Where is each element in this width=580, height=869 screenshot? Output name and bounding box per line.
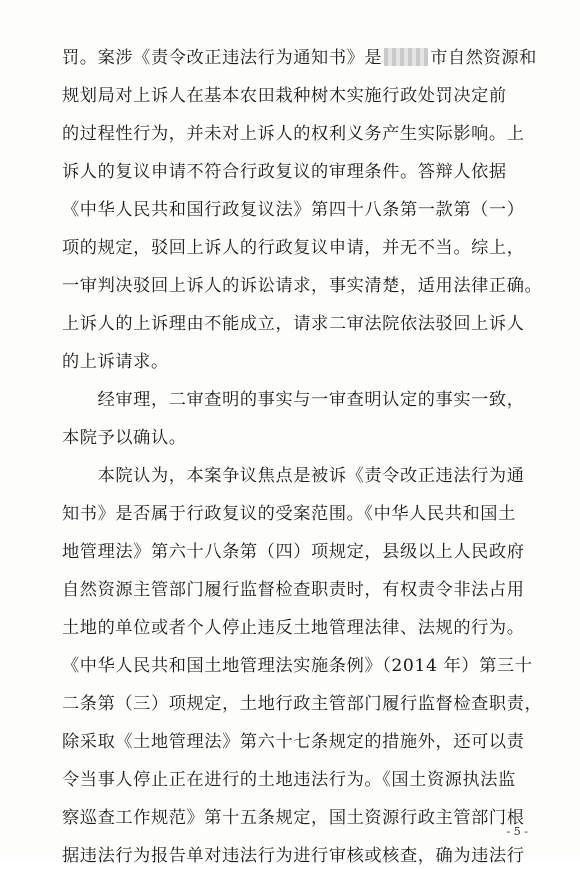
text-line: 地管理法》第六十八条第（四）项规定，县级以上人民政府 (62, 542, 525, 562)
text-line: 诉人的复议申请不符合行政复议的审理条件。答辩人依据 (62, 162, 507, 182)
redaction-block (384, 48, 428, 66)
text-line: 自然资源主管部门履行监督检查职责时，有权责令非法占用 (62, 580, 525, 600)
line-1-after: 市自然资源和 (430, 48, 537, 68)
text-line: 经审理，二审查明的事实与一审查明认定的事实一致， (62, 390, 525, 410)
text-line: 上诉人的上诉理由不能成立，请求二审法院依法驳回上诉人 (62, 314, 525, 334)
text-line: 土地的单位或者个人停止违反土地管理法律、法规的行为。 (62, 618, 525, 638)
text-line-1 (62, 45, 537, 71)
text-line: 察巡查工作规范》第十五条规定，国土资源行政主管部门根 (62, 808, 525, 828)
text-line: 一审判决驳回上诉人的诉讼请求，事实清楚，适用法律正确。 (62, 276, 543, 296)
text-line: 的上诉请求。 (62, 352, 169, 372)
text-line: 二条第（三）项规定，土地行政主管部门履行监督检查职责， (62, 694, 543, 714)
text-line: 据违法行为报告单对违法行为进行审核或核查，确为违法行 (62, 846, 525, 866)
text-line: 本院认为，本案争议焦点是被诉《责令改正违法行为通 (62, 466, 525, 486)
text-line: 项的规定，驳回上诉人的行政复议申请，并无不当。综上， (62, 238, 525, 258)
text-line: 的过程性行为，并未对上诉人的权利义务产生实际影响。上 (62, 124, 525, 144)
line-1-before: 罚。案涉《责令改正违法行为通知书》是 (62, 48, 383, 68)
text-line: 令当事人停止正在进行的土地违法行为。《国土资源执法监 (62, 770, 516, 790)
text-line: 规划局对上诉人在基本农田栽种树木实施行政处罚决定前 (62, 86, 507, 106)
text-line: 《中华人民共和国土地管理法实施条例》（2014 年）第三十 (62, 656, 533, 676)
page-number: - 5 - (506, 825, 528, 838)
text-line: 《中华人民共和国行政复议法》第四十八条第一款第（一） (62, 200, 525, 220)
text-line: 除采取《土地管理法》第六十七条规定的措施外，还可以责 (62, 732, 525, 752)
text-line: 本院予以确认。 (62, 428, 187, 448)
text-line: 知书》是否属于行政复议的受案范围。《中华人民共和国土 (62, 504, 516, 524)
